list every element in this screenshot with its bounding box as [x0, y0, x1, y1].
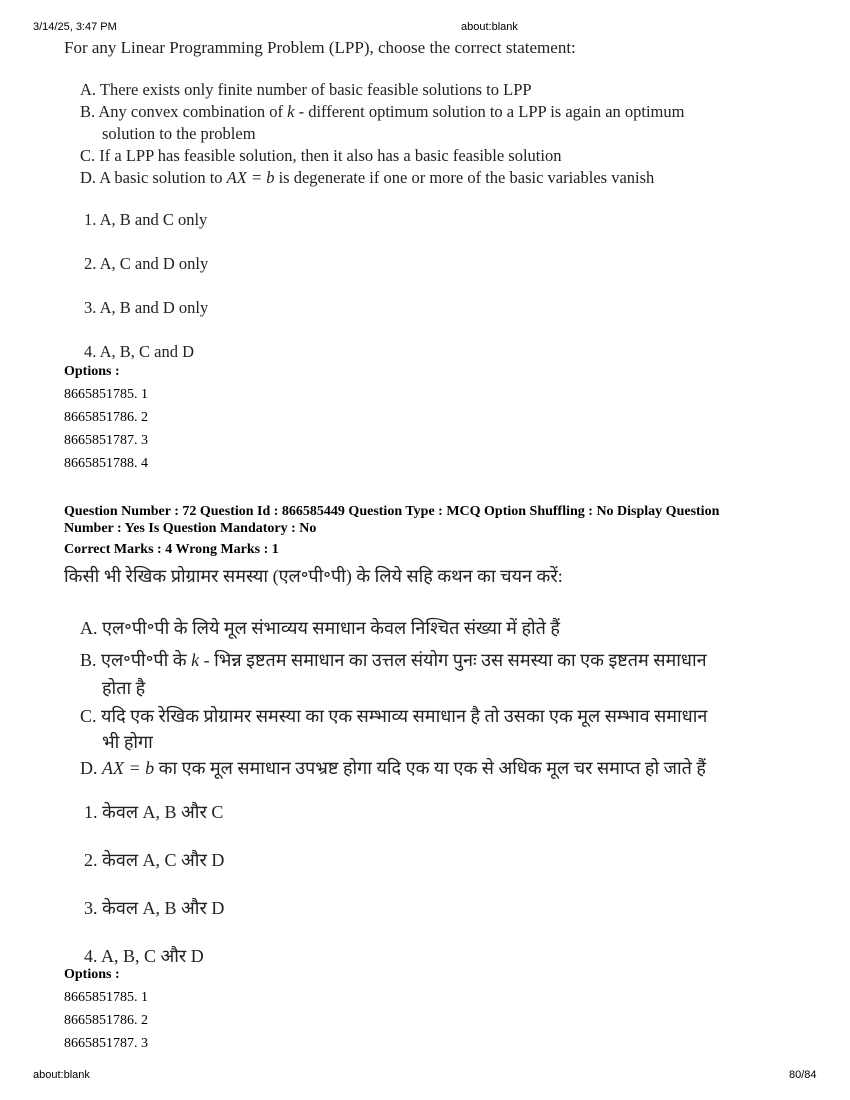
q71-statement-d: D. A basic solution to AX = b is degenerate if one or more of the basic variables vanish — [80, 168, 655, 187]
q72-statement-a: A. एल॰पी॰पी के लिये मूल संभाव्यय समाधान केवल निश्चित संख्या में होते हैं — [80, 618, 560, 638]
q72-options-label: Options : — [64, 967, 120, 982]
print-page-number: 80/84 — [789, 1069, 817, 1081]
q71-statement-b-continued: solution to the problem — [102, 124, 256, 143]
q72-question-text: किसी भी रेखिक प्रोग्रामर समस्या (एल॰पी॰पी) के लिये सहि कथन का चयन करें: — [64, 566, 563, 586]
q72-option-id: 8665851787. 3 — [64, 1036, 148, 1051]
q71-option-id: 8665851785. 1 — [64, 387, 148, 402]
q71-option-id: 8665851787. 3 — [64, 433, 148, 448]
q71-choice-4: 4. A, B, C and D — [84, 342, 195, 361]
q72-choice-1: 1. केवल A, B और C — [84, 802, 224, 822]
q72-meta-line-1: Question Number : 72 Question Id : 866585449 Question Type : MCQ Option Shuffling : No Display Question — [64, 504, 720, 519]
q71-option-id: 8665851786. 2 — [64, 410, 148, 425]
q72-statement-c: C. यदि एक रेखिक प्रोग्रामर समस्या का एक सम्भाव्य समाधान है तो उसका एक मूल सम्भाव समाधान — [80, 706, 708, 726]
q72-marks: Correct Marks : 4 Wrong Marks : 1 — [64, 542, 279, 557]
q72-option-id: 8665851785. 1 — [64, 990, 148, 1005]
q71-option-id: 8665851788. 4 — [64, 456, 148, 471]
q71-statement-c: C. If a LPP has feasible solution, then it also has a basic feasible solution — [80, 146, 562, 165]
q72-choice-2: 2. केवल A, C और D — [84, 850, 225, 870]
q72-statement-c-continued: भी होगा — [102, 732, 153, 752]
q71-choice-1: 1. A, B and C only — [84, 210, 208, 229]
print-url-top: about:blank — [461, 21, 518, 33]
q71-choice-3: 3. A, B and D only — [84, 298, 209, 317]
q72-statement-b: B. एल॰पी॰पी के k - भिन्न इष्टतम समाधान का उत्तल संयोग पुनः उस समस्या का एक इष्टतम समाधान — [80, 650, 707, 670]
q72-choice-4: 4. A, B, C और D — [84, 946, 204, 966]
q71-statement-b: B. Any convex combination of k - different optimum solution to a LPP is again an optimum — [80, 102, 685, 121]
q72-meta-line-2: Number : Yes Is Question Mandatory : No — [64, 521, 317, 536]
q72-statement-b-continued: होता है — [102, 678, 146, 698]
q72-option-id: 8665851786. 2 — [64, 1013, 148, 1028]
print-url-bottom: about:blank — [33, 1069, 90, 1081]
q71-options-label: Options : — [64, 364, 120, 379]
q71-choice-2: 2. A, C and D only — [84, 254, 209, 273]
q71-question-text: For any Linear Programming Problem (LPP), choose the correct statement: — [64, 38, 576, 57]
q72-statement-d: D. AX = b का एक मूल समाधान उपभ्रष्ट होगा यदि एक या एक से अधिक मूल चर समाप्त हो जाते हैं — [80, 758, 706, 778]
print-datetime: 3/14/25, 3:47 PM — [33, 21, 117, 33]
q72-choice-3: 3. केवल A, B और D — [84, 898, 225, 918]
q71-statement-a: A. There exists only finite number of basic feasible solutions to LPP — [80, 80, 532, 99]
